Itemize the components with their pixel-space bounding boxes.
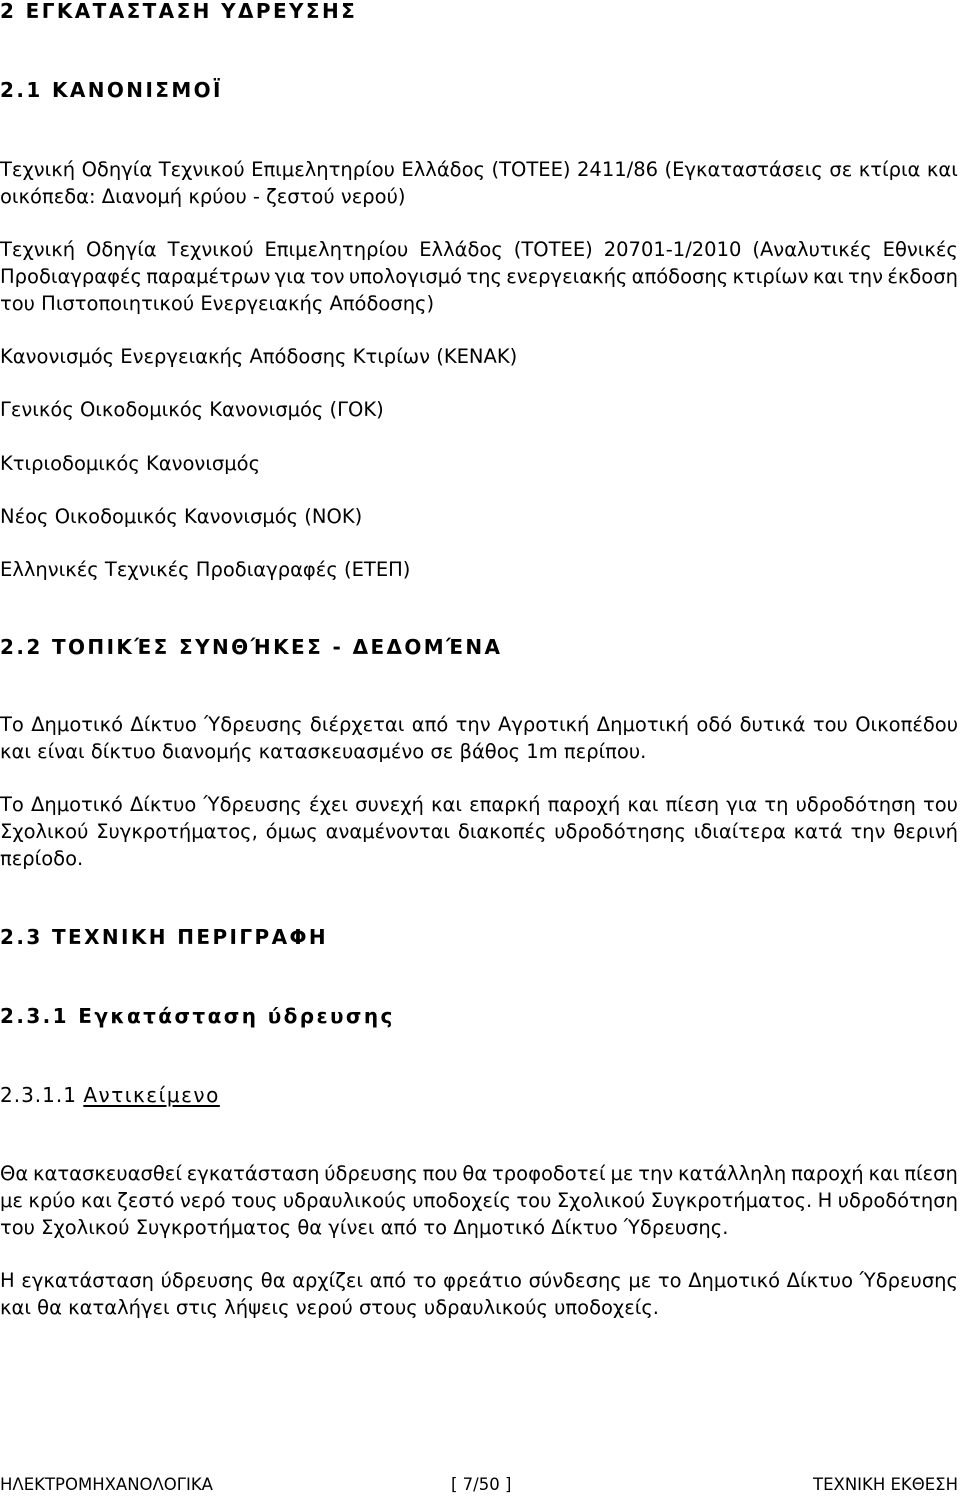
word: ενεργειακής bbox=[506, 265, 628, 288]
word: θερινή bbox=[893, 820, 958, 843]
word: και bbox=[812, 265, 844, 288]
local-conditions-p2-line-3: περίοδο. bbox=[0, 847, 84, 870]
word: το bbox=[657, 1269, 682, 1292]
word: δυτικά bbox=[739, 713, 806, 736]
word: διέρχεται bbox=[309, 713, 405, 736]
word: Δίκτυο bbox=[129, 793, 197, 816]
word: παροχή bbox=[547, 793, 621, 816]
word: έκδοση bbox=[887, 265, 958, 288]
word: Εθνικές bbox=[882, 238, 958, 261]
word: ιδιαίτερα bbox=[693, 820, 786, 843]
footer-left: ΗΛΕΚΤΡΟΜΗΧΑΝΟΛΟΓΙΚΑ bbox=[0, 1475, 213, 1494]
word: ύδρευσης bbox=[160, 1269, 255, 1292]
object-p1-line-3: του Σχολικού Συγκροτήματος θα γίνει από το Δημοτικό Δίκτυο Ύδρευσης. bbox=[0, 1216, 729, 1239]
regulation-7: Ελληνικές Τεχνικές Προδιαγραφές (ΕΤΕΠ) bbox=[0, 558, 411, 581]
word: αναμένονται bbox=[325, 820, 451, 843]
word: του bbox=[923, 793, 958, 816]
word: την bbox=[455, 713, 491, 736]
word: Ελλάδος bbox=[401, 158, 485, 181]
word: Συγκροτήματος. bbox=[650, 1189, 813, 1212]
word: παραμέτρων bbox=[146, 265, 271, 288]
word: κατασκευασθεί bbox=[33, 1162, 182, 1185]
word: από bbox=[411, 713, 449, 736]
word: Δημοτικό bbox=[688, 1269, 780, 1292]
word: υδραυλικούς bbox=[282, 1189, 407, 1212]
word: νερό bbox=[179, 1189, 226, 1212]
subsection-title: Αντικείμενο bbox=[83, 1083, 220, 1107]
word: με bbox=[628, 1269, 652, 1292]
word: (ΤΟΤΕΕ) bbox=[491, 158, 571, 181]
regulation-5: Κτιριοδομικός Κανονισμός bbox=[0, 452, 261, 475]
word: Η bbox=[0, 1269, 15, 1292]
word: όμως bbox=[265, 820, 318, 843]
word: για bbox=[726, 793, 758, 816]
local-conditions-p1-line-2: και είναι δίκτυο διανομής κατασκευασμένο σε βάθος 1m περίπου. bbox=[0, 740, 647, 763]
section-heading-2-3-1: 2.3.1 Εγκατάσταση ύδρευσης bbox=[0, 1004, 395, 1028]
word: ύδρευσης bbox=[324, 1162, 418, 1185]
word: από bbox=[369, 1269, 407, 1292]
local-conditions-p2-line-1 bbox=[0, 795, 958, 815]
word: οδό bbox=[696, 713, 733, 736]
word: κατάλληλη bbox=[678, 1162, 787, 1185]
regulation-1-line-1 bbox=[0, 160, 958, 180]
word: υδροδότηση bbox=[837, 1189, 958, 1212]
word: Επιμελητηρίου bbox=[251, 158, 395, 181]
word: Συγκροτήματος, bbox=[96, 820, 258, 843]
word: διακοπές bbox=[457, 820, 547, 843]
word: έχει bbox=[309, 793, 348, 816]
word: Τεχνική bbox=[0, 238, 76, 261]
word: Τεχνικού bbox=[158, 158, 245, 181]
word: που bbox=[422, 1162, 458, 1185]
word: τροφοδοτεί bbox=[492, 1162, 606, 1185]
word: Οικοπέδου bbox=[855, 713, 958, 736]
word: του bbox=[516, 1189, 552, 1212]
word: υδροδότηση bbox=[795, 793, 916, 816]
word: και bbox=[431, 793, 462, 816]
word: υπολογισμό bbox=[348, 265, 463, 288]
word: πίεση bbox=[904, 1162, 958, 1185]
word: 20701-1/2010 bbox=[603, 238, 742, 261]
word: (ΤΟΤΕΕ) bbox=[513, 238, 593, 261]
word: Ύδρευσης bbox=[204, 713, 303, 736]
word: και bbox=[80, 1189, 112, 1212]
word: (Αναλυτικές bbox=[752, 238, 872, 261]
word: παροχή bbox=[791, 1162, 864, 1185]
word: Οδηγία bbox=[81, 158, 153, 181]
word: Οδηγία bbox=[86, 238, 157, 261]
word: για bbox=[274, 265, 306, 288]
word: Δημοτικό bbox=[31, 793, 123, 816]
word: την bbox=[848, 265, 884, 288]
word: Προδιαγραφές bbox=[0, 265, 142, 288]
word: Ύδρευσης bbox=[859, 1269, 958, 1292]
section-heading-2-3-1-1 bbox=[0, 1085, 220, 1105]
word: σύνδεσης bbox=[528, 1269, 622, 1292]
word: Δημοτικό bbox=[31, 713, 124, 736]
footer-page-number: [ 7/50 ] bbox=[451, 1475, 512, 1494]
word: απόδοσης bbox=[631, 265, 729, 288]
word: Δίκτυο bbox=[130, 713, 197, 736]
word: υδροδότησης bbox=[554, 820, 686, 843]
word: κτιρίων bbox=[732, 265, 809, 288]
word: Σχολικού bbox=[0, 820, 89, 843]
object-p2-line-1 bbox=[0, 1271, 958, 1291]
word: Σχολικού bbox=[556, 1189, 646, 1212]
local-conditions-p1-line-1 bbox=[0, 715, 958, 735]
regulation-6: Νέος Οικοδομικός Κανονισμός (ΝΟΚ) bbox=[0, 505, 363, 528]
footer-right: ΤΕΧΝΙΚΗ ΕΚΘΕΣΗ bbox=[813, 1475, 958, 1494]
section-heading-2-3: 2.3 ΤΕΧΝΙΚΗ ΠΕΡΙΓΡΑΦΗ bbox=[0, 925, 329, 949]
word: με bbox=[0, 1189, 23, 1212]
word: το bbox=[412, 1269, 437, 1292]
word: τον bbox=[309, 265, 345, 288]
word: κτίρια bbox=[858, 158, 921, 181]
word: κατά bbox=[793, 820, 843, 843]
word: πίεση bbox=[665, 793, 720, 816]
regulation-4: Γενικός Οικοδομικός Κανονισμός (ΓΟΚ) bbox=[0, 398, 384, 421]
word: Θα bbox=[0, 1162, 29, 1185]
regulation-2-line-3: του Πιστοποιητικού Ενεργειακής Απόδοσης) bbox=[0, 292, 435, 315]
word: φρεάτιο bbox=[443, 1269, 522, 1292]
regulation-2-line-1 bbox=[0, 240, 958, 260]
object-p1-line-1 bbox=[0, 1164, 958, 1184]
subsection-number: 2.3.1.1 bbox=[0, 1083, 77, 1107]
word: επαρκή bbox=[469, 793, 541, 816]
word: Το bbox=[0, 793, 24, 816]
word: και bbox=[868, 1162, 900, 1185]
word: την bbox=[638, 1162, 674, 1185]
word: κρύο bbox=[28, 1189, 76, 1212]
word: του bbox=[812, 713, 848, 736]
word: Ύδρευσης bbox=[203, 793, 302, 816]
regulation-3: Κανονισμός Ενεργειακής Απόδοσης Κτιρίων (ΚΕΝΑΚ) bbox=[0, 345, 518, 368]
word: Δίκτυο bbox=[786, 1269, 853, 1292]
section-heading-2: 2 ΕΓΚΑΤΑΣΤΑΣΗ ΥΔΡΕΥΣΗΣ bbox=[0, 0, 358, 23]
section-heading-2-2: 2.2 ΤΟΠΙΚΈΣ ΣΥΝΘΉΚΕΣ - ΔΕΔΟΜΈΝΑ bbox=[0, 635, 503, 659]
word: και bbox=[926, 158, 958, 181]
word: υποδοχείς bbox=[412, 1189, 511, 1212]
section-heading-2-1: 2.1 ΚΑΝΟΝΙΣΜΟΪ bbox=[0, 78, 223, 102]
word: Τεχνική bbox=[0, 158, 76, 181]
word: θα bbox=[462, 1162, 488, 1185]
regulation-1-line-2: οικόπεδα: Διανομή κρύου - ζεστού νερού) bbox=[0, 185, 406, 208]
word: Η bbox=[817, 1189, 833, 1212]
word: Τεχνικού bbox=[167, 238, 254, 261]
word: (Εγκαταστάσεις bbox=[664, 158, 823, 181]
word: εγκατάσταση bbox=[186, 1162, 320, 1185]
word: Ελλάδος bbox=[419, 238, 503, 261]
word: αρχίζει bbox=[292, 1269, 364, 1292]
word: εγκατάσταση bbox=[21, 1269, 154, 1292]
word: 2411/86 bbox=[577, 158, 659, 181]
word: Το bbox=[0, 713, 24, 736]
word: Αγροτική bbox=[498, 713, 590, 736]
word: Δημοτική bbox=[596, 713, 690, 736]
word: και bbox=[627, 793, 659, 816]
regulation-2-line-2 bbox=[0, 267, 958, 287]
word: της bbox=[466, 265, 502, 288]
word: Επιμελητηρίου bbox=[264, 238, 409, 261]
word: ζεστό bbox=[117, 1189, 175, 1212]
word: σε bbox=[829, 158, 853, 181]
local-conditions-p2-line-2 bbox=[0, 822, 958, 842]
word: τη bbox=[764, 793, 789, 816]
word: με bbox=[610, 1162, 634, 1185]
object-p1-line-2 bbox=[0, 1191, 958, 1211]
word: τους bbox=[231, 1189, 278, 1212]
word: συνεχή bbox=[355, 793, 424, 816]
object-p2-line-2: και θα καταλήγει στις λήψεις νερού στους υδραυλικούς υποδοχείς. bbox=[0, 1296, 659, 1319]
word: θα bbox=[260, 1269, 286, 1292]
word: την bbox=[850, 820, 886, 843]
